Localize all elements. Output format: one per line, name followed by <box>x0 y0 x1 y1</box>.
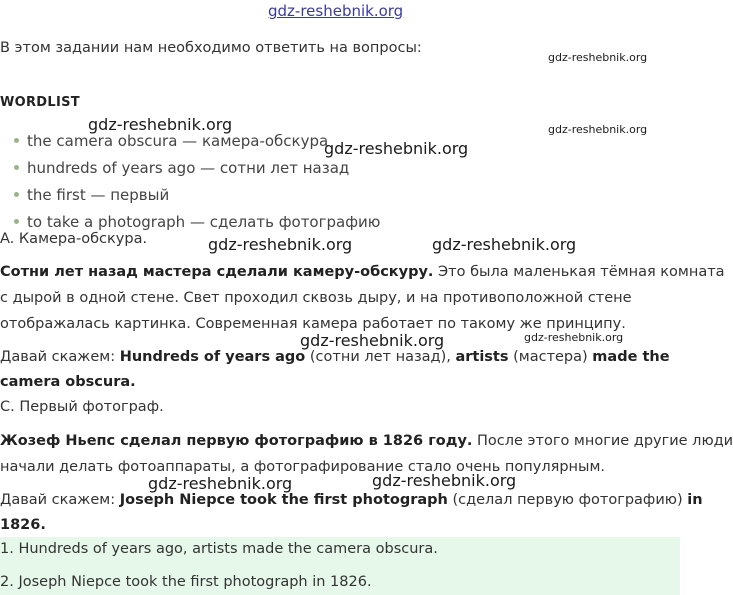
watermark: gdz-reshebnik.org <box>548 123 648 136</box>
wordlist-item: to take a photograph — сделать фотографию <box>0 213 380 231</box>
wordlist-item: hundreds of years ago — сотни лет назад <box>0 159 349 177</box>
bullet-icon <box>14 192 19 197</box>
watermark: gdz-reshebnik.org <box>548 51 648 64</box>
bullet-icon <box>14 219 19 224</box>
watermark-top: gdz-reshebnik.org <box>268 2 404 20</box>
section-a-paragraph: с дырой в одной стене. Свет проходил сквозь дыру, и на противоположной стене <box>0 290 632 306</box>
section-a-say: Давай скажем: Hundreds of years ago (сотни лет назад), artists (мастера) made the <box>0 349 670 365</box>
section-c-paragraph: начали делать фотоаппараты, а фотографирование стало очень популярным. <box>0 459 606 475</box>
section-a-say: camera obscura. <box>0 374 136 390</box>
section-c-heading: C. Первый фотограф. <box>0 399 164 415</box>
watermark: gdz-reshebnik.org <box>88 115 233 134</box>
wordlist-title: WORDLIST <box>0 95 80 110</box>
section-c-paragraph: Жозеф Ньепс сделал первую фотографию в 1826 году. После этого многие другие люди <box>0 433 733 449</box>
watermark: gdz-reshebnik.org <box>372 471 517 490</box>
section-c-say: Давай скажем: Joseph Niepce took the first photograph (сделал первую фотографию) in <box>0 492 703 508</box>
watermark: gdz-reshebnik.org <box>148 474 293 493</box>
section-a-heading: A. Камера-обскура. <box>0 231 148 247</box>
bullet-icon <box>14 165 19 170</box>
section-c-say: 1826. <box>0 517 46 533</box>
wordlist-item: the first — первый <box>0 186 169 204</box>
answer-item: 2. Joseph Niepce took the first photograph in 1826. <box>0 574 372 590</box>
answers-box <box>0 537 680 595</box>
section-a-paragraph: отображалась картинка. Современная камера работает по такому же принципу. <box>0 316 626 332</box>
watermark: gdz-reshebnik.org <box>432 235 577 254</box>
wordlist <box>0 130 400 231</box>
bullet-icon <box>14 138 19 143</box>
answer-item: 1. Hundreds of years ago, artists made the camera obscura. <box>0 541 438 557</box>
watermark: gdz-reshebnik.org <box>300 331 445 350</box>
watermark: gdz-reshebnik.org <box>324 139 469 158</box>
section-a-paragraph: Сотни лет назад мастера сделали камеру-обскуру. Это была маленькая тёмная комната <box>0 264 725 280</box>
wordlist-item: the camera obscura — камера-обскура <box>0 132 328 150</box>
watermark: gdz-reshebnik.org <box>524 331 624 344</box>
watermark: gdz-reshebnik.org <box>208 235 353 254</box>
intro-text: В этом задании нам необходимо ответить на вопросы: <box>0 40 422 56</box>
